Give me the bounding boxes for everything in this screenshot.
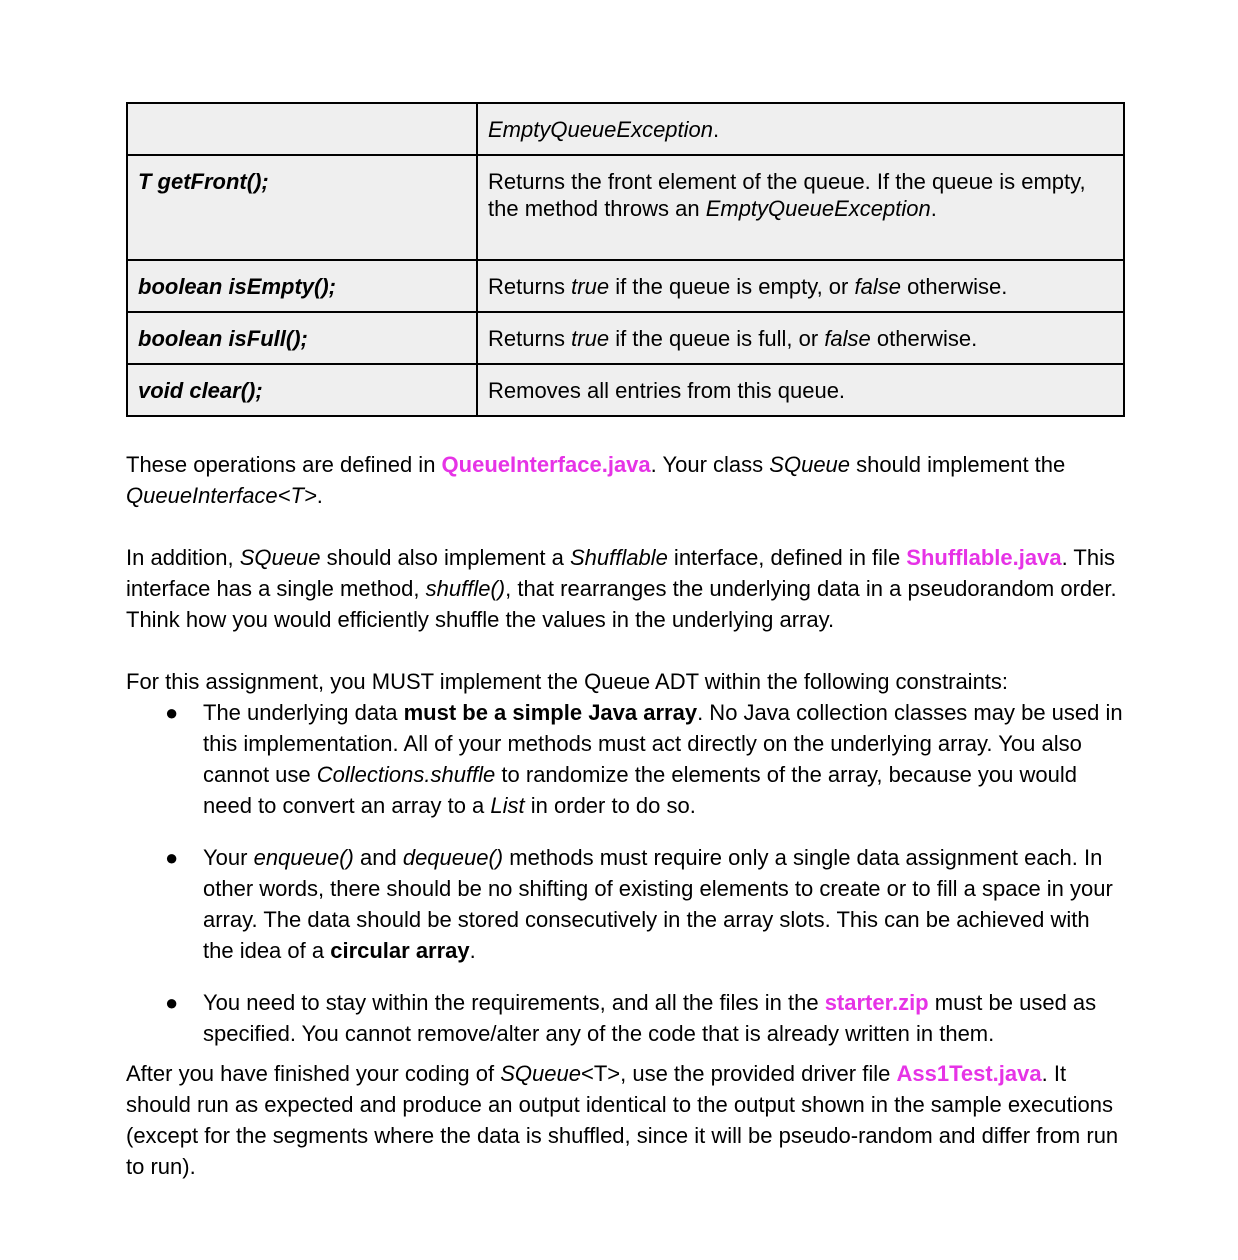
text-run: Returns the front element of the queue. If the queue is empty, the method throws an <box>488 169 1086 221</box>
table-row <box>127 155 1124 260</box>
table-row <box>127 103 1124 155</box>
text-run: SQueue <box>769 452 851 477</box>
file-link[interactable]: Shufflable.java <box>906 545 1062 570</box>
text-run: should implement the <box>850 452 1066 477</box>
text-run: Removes all entries from this queue. <box>488 378 846 403</box>
methods-table <box>126 102 1125 417</box>
text-run: true <box>571 326 610 351</box>
text-run: . <box>930 196 937 221</box>
method-signature: void clear(); <box>127 364 477 416</box>
method-description <box>477 312 1124 364</box>
document-page <box>126 102 1125 1182</box>
paragraph-constraints-intro <box>126 666 1125 697</box>
text-run: . <box>316 483 323 508</box>
text-run: . <box>469 938 476 963</box>
method-description <box>477 260 1124 312</box>
text-run: false <box>854 274 901 299</box>
text-run: . This interface has a single method, <box>126 545 1115 601</box>
bullet-icon: ● <box>165 990 179 1015</box>
method-description <box>477 103 1124 155</box>
text-run: For this assignment, you MUST implement the Queue ADT within the following constraints: <box>126 669 1009 694</box>
constraints-list <box>126 697 1125 1049</box>
bullet-icon: ● <box>165 700 179 725</box>
text-run: interface, defined in file <box>667 545 907 570</box>
method-signature <box>127 103 477 155</box>
file-link[interactable]: starter.zip <box>824 990 929 1015</box>
list-item-text <box>203 845 1113 963</box>
paragraph-queue-interface <box>126 449 1125 511</box>
method-description <box>477 155 1124 260</box>
text-run: must be used as specified. You cannot remove/alter any of the code that is already written in them. <box>203 990 1097 1046</box>
text-run: After you have finished your coding of <box>126 1061 501 1086</box>
file-link[interactable]: Ass1Test.java <box>896 1061 1042 1086</box>
text-run: and <box>353 845 403 870</box>
text-run: Shufflable <box>569 545 668 570</box>
text-run: to randomize the elements of the array, because you would need to convert an array to a <box>203 762 1077 818</box>
text-run: circular array <box>330 938 470 963</box>
text-run: . No Java collection classes may be used in this implementation. All of your methods must act directly on the underlying array. You also cannot use <box>203 700 1123 787</box>
text-run: in order to do so. <box>524 793 696 818</box>
text-run: methods must require only a single data assignment each. In other words, there should be no shifting of existing elements to create or to fill a space in your array. The data should be stored consecutively in the array slots. This can be achieved with the idea of a <box>203 845 1113 963</box>
method-signature: T getFront(); <box>127 155 477 260</box>
text-run: , that rearranges the underlying data in a pseudorandom order. Think how you would efficiently shuffle the values in the underlying array. <box>126 576 1117 632</box>
list-item <box>126 987 1125 1049</box>
text-run: List <box>490 793 525 818</box>
text-run: otherwise. <box>900 274 1008 299</box>
text-run: . Your class <box>650 452 770 477</box>
list-item <box>126 842 1125 966</box>
table-row <box>127 312 1124 364</box>
text-run: . <box>713 117 720 142</box>
text-run: if the queue is empty, or <box>609 274 855 299</box>
text-run: true <box>571 274 610 299</box>
list-item-text <box>203 700 1123 818</box>
text-run: Collections.shuffle <box>316 762 496 787</box>
method-signature: boolean isEmpty(); <box>127 260 477 312</box>
text-run: In addition, <box>126 545 240 570</box>
table-row <box>127 260 1124 312</box>
text-run: if the queue is full, or <box>609 326 825 351</box>
method-description <box>477 364 1124 416</box>
text-run: EmptyQueueException <box>705 196 931 221</box>
text-run: EmptyQueueException <box>488 117 714 142</box>
text-run: shuffle() <box>425 576 506 601</box>
text-run: false <box>824 326 871 351</box>
text-run: enqueue() <box>253 845 354 870</box>
text-run: Returns <box>488 326 572 351</box>
method-signature: boolean isFull(); <box>127 312 477 364</box>
text-run: should also implement a <box>320 545 570 570</box>
paragraph-driver-file <box>126 1058 1125 1182</box>
text-run: Your <box>203 845 254 870</box>
text-run: Returns <box>488 274 572 299</box>
text-run: The underlying data <box>203 700 404 725</box>
file-link[interactable]: QueueInterface.java <box>441 452 651 477</box>
text-run: must be a simple Java array <box>403 700 698 725</box>
text-run: You need to stay within the requirements, and all the files in the <box>203 990 825 1015</box>
text-run: SQueue <box>500 1061 581 1086</box>
paragraph-shufflable <box>126 542 1125 635</box>
text-run: QueueInterface<T> <box>126 483 317 508</box>
text-run: <T>, use the provided driver file <box>580 1061 897 1086</box>
bullet-icon: ● <box>165 845 179 870</box>
text-run: dequeue() <box>402 845 504 870</box>
text-run: . It should run as expected and produce an output identical to the output shown in the sample executions (except for the segments where the data is shuffled, since it will be pseudo-random and differ from run to run). <box>126 1061 1119 1179</box>
text-run: otherwise. <box>870 326 978 351</box>
table-row <box>127 364 1124 416</box>
list-item-text <box>203 990 1096 1046</box>
text-run: SQueue <box>239 545 321 570</box>
list-item <box>126 697 1125 821</box>
text-run: These operations are defined in <box>126 452 442 477</box>
